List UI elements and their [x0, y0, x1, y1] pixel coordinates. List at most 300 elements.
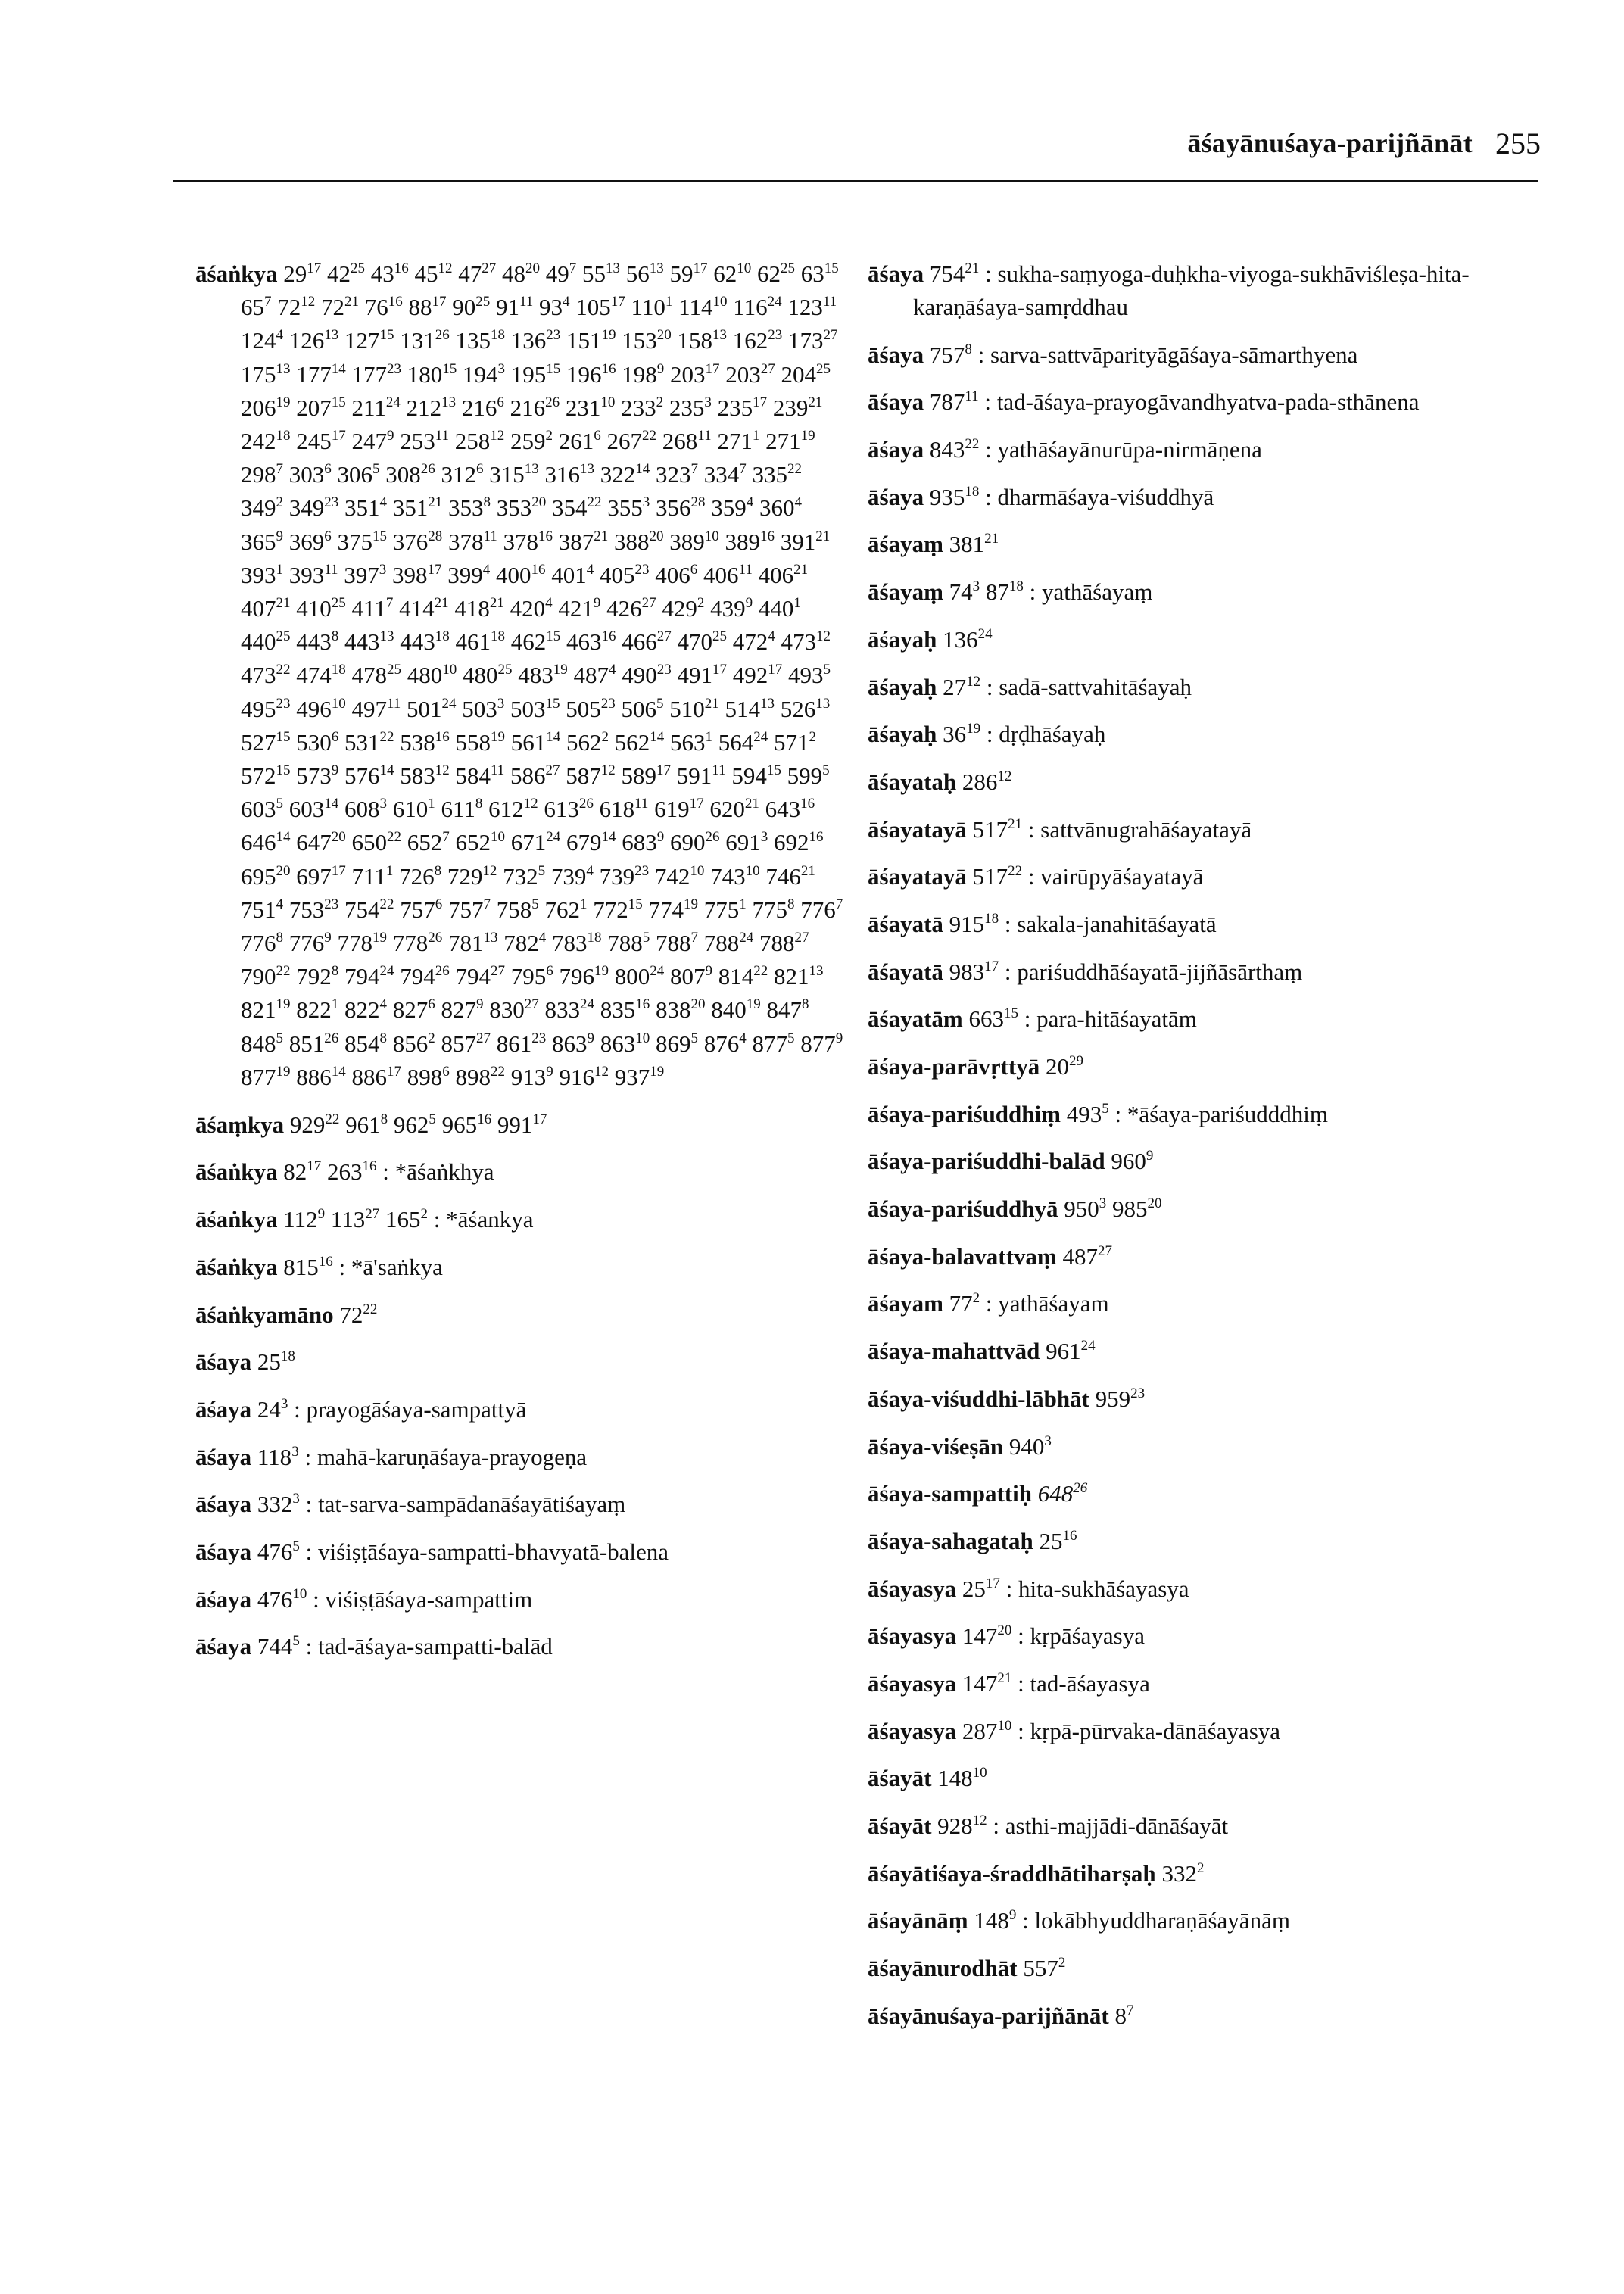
page-reference	[600, 996, 650, 1023]
gloss: vairūpyāśayatayā	[1040, 863, 1204, 890]
ref-page: 814	[718, 963, 754, 990]
ref-line: 19	[966, 721, 981, 737]
ref-line: 16	[601, 360, 616, 377]
ref-page: 87	[985, 578, 1009, 606]
gloss: yathāśayānurūpa-nirmāṇena	[997, 436, 1262, 463]
running-header	[0, 0, 1624, 189]
ref-line: 12	[816, 628, 831, 645]
ref-page: 55	[582, 260, 606, 287]
ref-page: 247	[351, 428, 387, 455]
ref-line: 28	[690, 494, 706, 511]
ref-page: 863	[552, 1030, 588, 1057]
ref-line: 21	[965, 260, 980, 276]
ref-line: 11	[965, 388, 979, 405]
headword: āśaya	[868, 483, 924, 510]
ref-line: 12	[301, 294, 316, 310]
ref-line: 2	[1196, 1859, 1205, 1876]
ref-line: 27	[491, 963, 505, 980]
page-reference	[1112, 1195, 1162, 1222]
ref-page: 671	[510, 829, 547, 856]
ref-line: 6	[324, 461, 332, 478]
ref-line: 3	[280, 1395, 288, 1412]
ref-line: 17	[712, 662, 727, 678]
page-reference	[241, 1030, 283, 1057]
ref-page: 153	[622, 327, 657, 354]
page-reference	[656, 461, 698, 488]
ref-line: 5	[276, 796, 283, 812]
ref-line: 21	[434, 595, 449, 612]
ref-line: 16	[388, 294, 403, 310]
index-entry: āśaya $744^5$ : tad-āśaya-sampatti-balād	[195, 1633, 553, 1660]
ref-page: 898	[407, 1063, 443, 1090]
page-reference	[757, 260, 795, 287]
ref-line: 15	[766, 762, 781, 779]
ref-line: 16	[538, 528, 553, 544]
index-entry	[868, 1145, 1526, 1178]
ref-line: 3	[292, 1491, 300, 1507]
ref-page: 287	[962, 1717, 998, 1744]
ref-line: 18	[331, 662, 346, 678]
page-reference	[600, 796, 649, 822]
ref-line: 26	[428, 930, 443, 946]
ref-page: 216	[461, 394, 497, 421]
ref-page: 886	[351, 1063, 387, 1090]
headword: āśayānuśaya-parijñānāt	[868, 2002, 1109, 2029]
ref-page: 493	[788, 662, 824, 689]
ref-page: 835	[600, 996, 636, 1024]
ref-page: 739	[550, 862, 587, 890]
ref-page: 110	[631, 294, 665, 321]
page-reference	[393, 996, 435, 1023]
ref-line: 4	[586, 862, 594, 879]
index-entry	[195, 1298, 846, 1332]
ref-page: 961	[1046, 1338, 1081, 1365]
page-reference	[678, 662, 728, 688]
page-reference	[937, 1765, 987, 1791]
ref-page: 483	[518, 662, 553, 689]
page-reference	[765, 863, 815, 890]
ref-line: 15	[545, 695, 560, 712]
page-reference	[407, 394, 457, 421]
ref-line: 11	[519, 294, 534, 310]
ref-line: 12	[523, 796, 538, 812]
ref-line: 8	[787, 896, 795, 912]
index-entry: āśayatayā $517^{21}$ : sattvānugrahāśayatayā	[868, 815, 1252, 843]
page-reference	[511, 829, 561, 856]
ref-page: 401	[551, 561, 587, 588]
ref-page: 76	[364, 294, 388, 321]
page-reference	[399, 595, 449, 622]
ref-page: 474	[296, 662, 332, 689]
page-reference	[344, 494, 387, 521]
page-reference	[615, 963, 665, 990]
index-entry	[195, 257, 846, 1094]
page-reference	[725, 696, 775, 722]
ref-page: 65	[241, 294, 264, 321]
ref-line: 16	[809, 829, 824, 846]
page-reference	[385, 1206, 428, 1233]
ref-line: 3	[1099, 1195, 1107, 1212]
ref-line: 6	[428, 996, 435, 1013]
ref-page: 45	[414, 260, 438, 287]
gloss: tad-āśaya-sampatti-balād	[317, 1633, 553, 1660]
ref-page: 389	[669, 528, 705, 555]
page-reference	[1062, 1243, 1112, 1270]
ref-line: 10	[972, 1765, 987, 1781]
ref-line: 19	[594, 963, 609, 980]
headword: āśayasya	[868, 1717, 957, 1744]
ref-line: 14	[331, 360, 346, 377]
page-reference	[241, 930, 283, 956]
page-reference	[574, 662, 616, 688]
ref-line: 5	[822, 762, 830, 779]
page-reference	[773, 394, 823, 421]
ref-line: 15	[276, 762, 291, 779]
headword: āśayaṃ	[868, 578, 943, 606]
ref-page: 586	[510, 762, 546, 790]
page-reference	[656, 494, 706, 521]
page-reference	[710, 595, 753, 622]
ref-line: 2	[545, 428, 553, 444]
page-reference	[452, 294, 490, 320]
page-reference	[731, 762, 781, 789]
page-reference	[296, 696, 346, 722]
page-reference	[257, 1491, 300, 1517]
ref-page: 487	[1062, 1242, 1098, 1270]
ref-line: 9	[331, 762, 339, 779]
ref-page: 136	[510, 327, 547, 354]
page-reference	[788, 327, 838, 354]
ref-line: 8	[965, 341, 972, 357]
page-reference	[593, 896, 643, 923]
ref-page: 876	[703, 1030, 740, 1057]
headword: āśaṅkya	[195, 1206, 278, 1233]
ref-page: 573	[296, 762, 332, 790]
page-reference	[511, 628, 561, 655]
ref-page: 196	[566, 360, 602, 388]
ref-line: 14	[635, 461, 650, 478]
index-entry	[868, 1477, 1526, 1510]
headword: āśaya-sahagataḥ	[868, 1527, 1033, 1554]
page-reference	[241, 762, 291, 789]
page-reference	[781, 528, 831, 555]
ref-line: 13	[712, 327, 727, 344]
ref-page: 619	[654, 796, 690, 823]
ref-page: 861	[496, 1030, 532, 1057]
page-reference	[670, 829, 720, 856]
page-reference	[718, 963, 768, 990]
ref-page: 136	[943, 625, 978, 653]
headword: āśaya-viśuddhi-lābhāt	[868, 1385, 1089, 1412]
gloss: kṛpāśayasya	[1030, 1622, 1146, 1650]
ref-line: 20	[331, 829, 346, 846]
ref-page: 647	[296, 829, 332, 856]
page-reference	[344, 963, 394, 990]
ref-line: 15	[546, 360, 561, 377]
ref-line: 24	[739, 930, 754, 946]
page-reference	[800, 1030, 843, 1057]
index-entry: āśaya $754^{21}$ : sukha-saṃyoga-duḥkha-viyoga-sukhāviśleṣa-hita-karaṇāśaya-samṛddhau	[868, 260, 1470, 320]
page-reference	[400, 896, 442, 923]
ref-line: 7	[690, 930, 698, 946]
ref-page: 118	[257, 1443, 292, 1470]
headword: āśaya-parāvṛttyā	[868, 1053, 1040, 1080]
ref-line: 7	[483, 896, 491, 912]
ref-page: 198	[622, 360, 657, 388]
ref-line: 9	[745, 595, 753, 612]
ref-line: 15	[546, 628, 561, 645]
headword: āśayatayā	[868, 815, 967, 843]
ref-line: 19	[372, 930, 387, 946]
ref-page: 298	[241, 461, 276, 488]
ref-page: 74	[949, 578, 973, 606]
ref-line: 21	[489, 595, 504, 612]
ref-page: 195	[510, 360, 547, 388]
page-reference	[344, 327, 394, 354]
ref-page: 116	[733, 294, 768, 321]
ref-page: 583	[400, 762, 435, 790]
page-reference	[393, 796, 435, 822]
ref-page: 857	[441, 1030, 476, 1057]
page-reference	[962, 1670, 1012, 1697]
ref-line: 9	[705, 963, 712, 980]
ref-page: 376	[392, 528, 429, 555]
ref-line: 26	[705, 829, 720, 846]
ref-line: 21	[344, 294, 359, 310]
ref-line: 13	[324, 327, 339, 344]
page-reference	[622, 361, 664, 388]
ref-page: 72	[321, 294, 344, 321]
headword: āśayam	[868, 1290, 943, 1317]
page-reference	[930, 484, 980, 510]
page-reference	[654, 796, 704, 822]
page-reference	[399, 863, 441, 890]
page-reference	[711, 996, 761, 1023]
page-reference	[289, 461, 332, 488]
page-reference	[510, 696, 560, 722]
ref-page: 792	[296, 963, 332, 990]
ref-line: 15	[442, 360, 457, 377]
ref-page: 838	[656, 996, 691, 1024]
ref-line: 21	[984, 531, 999, 547]
ref-line: 5	[429, 1111, 436, 1127]
page-reference	[296, 628, 338, 655]
headword: āśayaḥ	[868, 625, 937, 653]
page-reference	[725, 528, 775, 555]
ref-line: 23	[546, 327, 561, 344]
ref-page: 473	[241, 662, 276, 689]
ref-page: 355	[607, 494, 643, 522]
gloss: viśiṣṭāśaya-sampatti-bhavyatā-balena	[317, 1538, 669, 1565]
ref-page: 203	[725, 360, 761, 388]
ref-page: 833	[544, 996, 580, 1024]
ref-line: 1	[276, 561, 283, 578]
page-reference	[289, 494, 339, 521]
headword: āśayatā	[868, 958, 943, 985]
ref-line: 3	[291, 1443, 299, 1460]
page-reference	[930, 341, 972, 368]
index-entry: āśaṅkya $82^{17}$ $263^{16}$ : *āśaṅkhya	[195, 1158, 494, 1186]
ref-line: 7	[739, 461, 747, 478]
page-reference	[407, 1064, 450, 1090]
page-reference	[546, 260, 577, 287]
ref-page: 480	[463, 662, 498, 689]
index-entry	[868, 1952, 1526, 1985]
page-reference	[283, 1254, 333, 1280]
ref-page: 323	[656, 461, 691, 488]
index-entry: āśayasya $147^{20}$ : kṛpāśayasya	[868, 1622, 1146, 1650]
ref-line: 11	[435, 428, 450, 444]
gloss: sukha-saṃyoga-duḥkha-viyoga-sukhāviśleṣa-hita-karaṇāśaya-samṛddhau	[913, 260, 1470, 320]
index-entry: āśayāt $928^{12}$ : asthi-majjādi-dānāśayāt	[868, 1812, 1229, 1839]
page-reference	[607, 428, 657, 454]
ref-page: 393	[288, 561, 325, 588]
ref-page: 501	[407, 695, 442, 722]
gloss: *ā'saṅkya	[351, 1253, 443, 1280]
gloss: dharmāśaya-viśuddhyā	[997, 483, 1214, 510]
ref-page: 406	[655, 561, 690, 588]
page-reference	[774, 963, 824, 990]
ref-line: 17	[387, 1063, 401, 1080]
index-entry: āśayaḥ $36^{19}$ : dṛḍhāśayaḥ	[868, 721, 1106, 748]
ref-line: 21	[800, 862, 815, 879]
page-reference	[448, 528, 497, 555]
ref-line: 14	[601, 829, 616, 846]
page-reference	[962, 1718, 1012, 1744]
ref-page: 587	[566, 762, 601, 790]
ref-page: 72	[339, 1301, 363, 1328]
ref-line: 13	[809, 963, 824, 980]
page-reference	[1096, 1385, 1146, 1412]
page-reference	[497, 896, 539, 923]
ref-line: 7	[264, 294, 272, 310]
ref-page: 42	[327, 260, 351, 287]
ref-line: 3	[972, 578, 980, 595]
ref-page: 393	[241, 561, 276, 588]
index-entry: āśaya $935^{18}$ : dharmāśaya-viśuddhyā	[868, 483, 1214, 510]
page-reference	[344, 762, 394, 789]
page-reference	[725, 361, 775, 388]
ref-page: 929	[289, 1111, 326, 1138]
ref-page: 517	[972, 863, 1008, 890]
headword: āśaya-pariśuddhyā	[868, 1195, 1058, 1223]
ref-page: 928	[937, 1812, 973, 1839]
ref-page: 148	[937, 1765, 973, 1792]
ref-line: 15	[372, 528, 387, 544]
ref-page: 389	[725, 528, 761, 555]
page-reference	[289, 528, 332, 555]
ref-line: 11	[634, 796, 649, 812]
ref-line: 27	[656, 628, 672, 645]
ref-line: 3	[497, 360, 505, 377]
page-reference	[759, 595, 801, 622]
gloss: sadā-sattvahitāśayaḥ	[999, 673, 1192, 700]
page-reference	[447, 863, 497, 890]
ref-line: 4	[768, 628, 775, 645]
ref-line: 9	[593, 595, 601, 612]
ref-line: 11	[822, 294, 837, 310]
ref-line: 8	[331, 963, 339, 980]
ref-line: 24	[385, 394, 401, 410]
page-reference	[241, 628, 291, 655]
ref-line: 4	[794, 494, 802, 511]
page-reference	[703, 562, 753, 588]
ref-line: 23	[324, 896, 339, 912]
page-reference	[974, 1907, 1016, 1934]
ref-line: 7	[690, 461, 698, 478]
page-reference	[448, 896, 491, 923]
page-reference	[415, 260, 453, 287]
page-reference	[670, 963, 712, 990]
ref-line: 24	[977, 625, 993, 642]
ref-line: 5	[538, 862, 546, 879]
page-reference	[558, 595, 600, 622]
ref-line: 3	[379, 561, 387, 578]
index-column-left	[195, 257, 846, 1678]
ref-page: 443	[296, 628, 332, 656]
ref-line: 22	[642, 428, 657, 444]
page-reference	[1023, 1955, 1065, 1981]
page-reference	[655, 863, 705, 890]
ref-line: 17	[532, 1111, 547, 1127]
page-reference	[257, 1633, 300, 1660]
ref-line: 19	[684, 896, 698, 912]
ref-line: 4	[538, 930, 547, 946]
ref-line: 5	[276, 1030, 283, 1046]
ref-page: 827	[441, 996, 476, 1024]
ref-page: 913	[510, 1063, 547, 1090]
headword: āśaya	[868, 260, 924, 287]
page-reference	[560, 1064, 609, 1090]
headword: āśaṅkyamāno	[195, 1301, 334, 1328]
ref-line: 14	[650, 728, 665, 745]
ref-line: 1	[385, 862, 394, 879]
page-reference	[447, 562, 490, 588]
gloss: *āśaṅkhya	[394, 1158, 494, 1186]
page-reference	[345, 1111, 388, 1138]
ref-page: 692	[774, 829, 809, 856]
ref-line: 23	[1130, 1385, 1146, 1401]
page-reference	[289, 930, 332, 956]
ref-line: 25	[276, 628, 291, 645]
ref-page: 757	[929, 341, 965, 368]
page-reference	[441, 1030, 491, 1057]
ref-page: 381	[949, 531, 985, 558]
ref-page: 753	[288, 896, 325, 923]
ref-line: 27	[794, 930, 809, 946]
ref-line: 20	[1147, 1195, 1162, 1212]
ref-page: 59	[669, 260, 694, 287]
gloss: hita-sukhāśayasya	[1018, 1575, 1189, 1602]
ref-page: 410	[296, 595, 332, 622]
ref-page: 775	[752, 896, 787, 923]
ref-page: 557	[1023, 1955, 1058, 1982]
page-reference	[631, 294, 673, 320]
ref-page: 514	[725, 695, 761, 722]
ref-page: 462	[510, 628, 547, 656]
page-reference	[1038, 1480, 1088, 1507]
ref-page: 472	[732, 628, 768, 656]
index-entry: āśaya $332^3$ : tat-sarva-sampādanāśayātiśayaṃ	[195, 1491, 626, 1518]
ref-page: 778	[392, 930, 429, 957]
index-entry	[868, 1857, 1526, 1890]
page-reference	[600, 562, 650, 588]
ref-line: 11	[324, 561, 338, 578]
ref-line: 16	[601, 628, 616, 645]
page-reference	[709, 796, 759, 822]
ref-page: 937	[614, 1063, 650, 1090]
page-reference	[704, 896, 747, 923]
